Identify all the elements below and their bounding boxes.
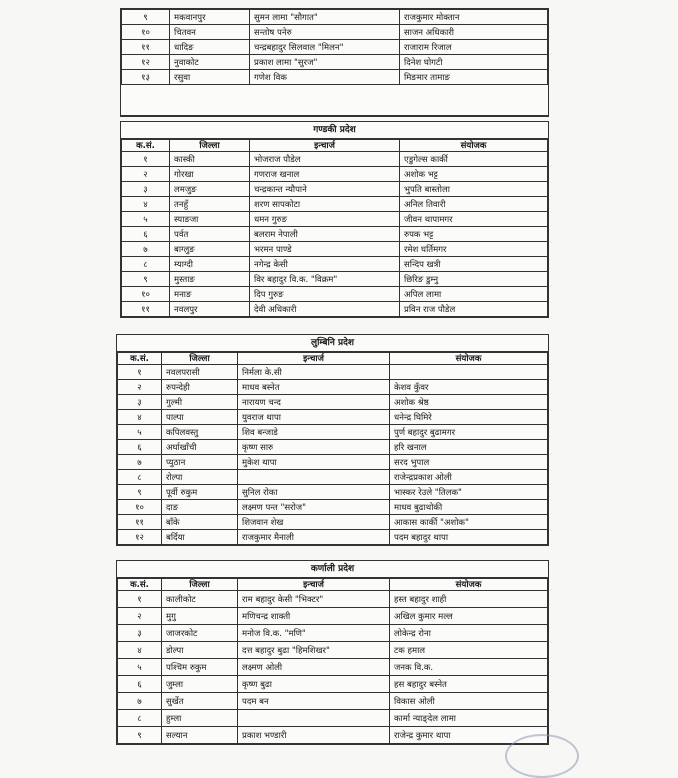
cell-incharge: चन्द्रबहादुर सिलवाल "मिलन": [250, 40, 400, 55]
cell-incharge: युवराज थापा: [238, 410, 390, 425]
gandaki-table: [121, 139, 548, 317]
cell-district: स्याङजा: [170, 212, 250, 227]
cell-district: जाजरकोट: [162, 625, 238, 642]
header-district: जिल्ला: [162, 579, 238, 591]
cell-incharge: कृष्ण बुढा: [238, 676, 390, 693]
section-bagmati-tail: [120, 8, 549, 117]
cell-coordinator: राजाराम रिजाल: [400, 40, 548, 55]
cell-sn: ३: [118, 625, 162, 642]
cell-sn: ५: [122, 212, 170, 227]
cell-district: कपिलवस्तु: [162, 425, 238, 440]
cell-incharge: शरण सापकोटा: [250, 197, 400, 212]
cell-coordinator: सरद भुपाल: [390, 455, 548, 470]
cell-coordinator: दिनेश घोगटी: [400, 55, 548, 70]
header-sn: क.सं.: [118, 579, 162, 591]
cell-coordinator: रुपक भट्ट: [400, 227, 548, 242]
cell-sn: ४: [118, 642, 162, 659]
table-row: [118, 591, 548, 608]
cell-district: म्याग्दी: [170, 257, 250, 272]
cell-incharge: लक्ष्मण ओली: [238, 659, 390, 676]
cell-coordinator: हरि खनाल: [390, 440, 548, 455]
header-sn: क.सं.: [122, 140, 170, 152]
cell-incharge: सन्तोष पनेरु: [250, 25, 400, 40]
section-title: गण्डकी प्रदेश: [121, 122, 548, 139]
section-gap: [121, 85, 548, 116]
cell-district: अर्घाखाँची: [162, 440, 238, 455]
cell-district: हुम्ला: [162, 710, 238, 727]
table-row: [118, 659, 548, 676]
cell-incharge: दत्त बहादुर बुढा "हिमशिखर": [238, 642, 390, 659]
cell-coordinator: पुर्ण बहादुर बुढामगर: [390, 425, 548, 440]
cell-district: नुवाकोट: [170, 55, 250, 70]
table-row: [122, 40, 548, 55]
cell-coordinator: एडुगेल्स कार्की: [400, 152, 548, 167]
table-row: [118, 727, 548, 744]
cell-district: बाँके: [162, 515, 238, 530]
cell-sn: ९: [122, 272, 170, 287]
cell-sn: ९: [118, 727, 162, 744]
table-row: [118, 530, 548, 545]
table-row: [118, 500, 548, 515]
table-row: [118, 642, 548, 659]
cell-coordinator: पदम बहादुर थापा: [390, 530, 548, 545]
cell-incharge: नगेन्द्र केसी: [250, 257, 400, 272]
table-row: [118, 380, 548, 395]
cell-incharge: भोजराज पौडेल: [250, 152, 400, 167]
cell-coordinator: मिङमार तामाङ: [400, 70, 548, 85]
header-incharge: इन्चार्ज: [238, 353, 390, 365]
cell-sn: ६: [122, 227, 170, 242]
cell-sn: ५: [118, 659, 162, 676]
cell-district: नवलपरासी: [162, 365, 238, 380]
cell-incharge: मुकेश थापा: [238, 455, 390, 470]
cell-coordinator: राजेन्द्र कुमार थापा: [390, 727, 548, 744]
cell-coordinator: आकास कार्की "अशोक": [390, 515, 548, 530]
cell-district: पश्चिम रुकुम: [162, 659, 238, 676]
cell-district: लमजुङ: [170, 182, 250, 197]
cell-coordinator: माधव बुढाथोकी: [390, 500, 548, 515]
section-title: कर्णाली प्रदेश: [117, 561, 548, 578]
cell-coordinator: केशव कुँवर: [390, 380, 548, 395]
cell-sn: ८: [122, 257, 170, 272]
cell-sn: ९: [118, 485, 162, 500]
cell-incharge: मनोज वि.क. "मणि": [238, 625, 390, 642]
cell-sn: ७: [118, 693, 162, 710]
cell-district: मकवानपुर: [170, 10, 250, 25]
cell-district: डोल्पा: [162, 642, 238, 659]
cell-district: रुपन्देही: [162, 380, 238, 395]
table-row: [118, 625, 548, 642]
table-row: [118, 710, 548, 727]
cell-sn: ८: [118, 470, 162, 485]
cell-coordinator: जनक वि.क.: [390, 659, 548, 676]
cell-incharge: लक्ष्मण पन्त "सरोज": [238, 500, 390, 515]
cell-incharge: [238, 470, 390, 485]
cell-coordinator: [390, 365, 548, 380]
cell-incharge: निर्मला के.सी: [238, 365, 390, 380]
cell-coordinator: सन्दिप खत्री: [400, 257, 548, 272]
table-row: [122, 70, 548, 85]
header-district: जिल्ला: [162, 353, 238, 365]
table-row: [122, 55, 548, 70]
cell-district: नवलपुर: [170, 302, 250, 317]
cell-incharge: पदम बन: [238, 693, 390, 710]
cell-sn: ७: [122, 242, 170, 257]
table-row: [118, 395, 548, 410]
table-row: [118, 365, 548, 380]
table-row: [122, 287, 548, 302]
cell-coordinator: लोकेन्द्र रोना: [390, 625, 548, 642]
cell-coordinator: रमेश घर्तिमगर: [400, 242, 548, 257]
cell-district: चितवन: [170, 25, 250, 40]
cell-sn: ४: [118, 410, 162, 425]
cell-district: कास्की: [170, 152, 250, 167]
cell-incharge: गणेश विक: [250, 70, 400, 85]
cell-district: रोल्पा: [162, 470, 238, 485]
section-gandaki: [120, 121, 549, 318]
cell-coordinator: हस बहादुर बस्नेत: [390, 676, 548, 693]
cell-sn: ७: [118, 455, 162, 470]
header-district: जिल्ला: [170, 140, 250, 152]
table-row: [122, 257, 548, 272]
table-row: [122, 182, 548, 197]
cell-coordinator: भास्कर रेउले "तिलक": [390, 485, 548, 500]
cell-coordinator: अशोक भट्ट: [400, 167, 548, 182]
table-row: [122, 227, 548, 242]
cell-district: रसुवा: [170, 70, 250, 85]
cell-incharge: माधव बस्नेत: [238, 380, 390, 395]
cell-sn: ११: [118, 515, 162, 530]
cell-incharge: धमन गुरुङ: [250, 212, 400, 227]
cell-incharge: कृष्ण सारु: [238, 440, 390, 455]
cell-district: गोरखा: [170, 167, 250, 182]
table-row: [118, 676, 548, 693]
cell-sn: ८: [118, 710, 162, 727]
cell-sn: १: [118, 591, 162, 608]
cell-incharge: नारायण चन्द: [238, 395, 390, 410]
cell-incharge: देवी अधिकारी: [250, 302, 400, 317]
cell-coordinator: प्रविन राज पौडेल: [400, 302, 548, 317]
cell-incharge: मणिचन्द्र शाक्ती: [238, 608, 390, 625]
cell-sn: ३: [118, 395, 162, 410]
cell-incharge: चन्द्रकान्त न्यौपाने: [250, 182, 400, 197]
table-header-row: [118, 353, 548, 365]
table-row: [118, 470, 548, 485]
table-row: [118, 425, 548, 440]
lumbini-table: [117, 352, 548, 545]
cell-coordinator: अखिल कुमार मल्ल: [390, 608, 548, 625]
header-incharge: इन्चार्ज: [250, 140, 400, 152]
cell-coordinator: अशोक श्रेष्ठ: [390, 395, 548, 410]
cell-incharge: प्रकाश लामा "सुरज": [250, 55, 400, 70]
table-row: [118, 485, 548, 500]
cell-incharge: शिजवान शेख: [238, 515, 390, 530]
cell-district: मुगु: [162, 608, 238, 625]
cell-sn: १: [118, 365, 162, 380]
cell-sn: १३: [122, 70, 170, 85]
cell-coordinator: टक हमाल: [390, 642, 548, 659]
cell-incharge: [238, 710, 390, 727]
cell-incharge: सुमन लामा "सौगात": [250, 10, 400, 25]
section-title: लुम्बिनि प्रदेश: [117, 335, 548, 352]
cell-district: तनहुँ: [170, 197, 250, 212]
section-karnali: [116, 560, 549, 745]
cell-district: गुल्मी: [162, 395, 238, 410]
table-row: [122, 10, 548, 25]
table-row: [118, 455, 548, 470]
cell-sn: ९: [122, 10, 170, 25]
cell-sn: १: [122, 152, 170, 167]
table-row: [122, 302, 548, 317]
cell-district: दाङ: [162, 500, 238, 515]
cell-coordinator: राजकुमार मोक्तान: [400, 10, 548, 25]
table-row: [118, 440, 548, 455]
cell-sn: ५: [118, 425, 162, 440]
bagmati-tail-table: [121, 9, 548, 85]
header-coordinator: संयोजक: [400, 140, 548, 152]
cell-sn: १०: [118, 500, 162, 515]
cell-coordinator: छिरिङ डुम्नु: [400, 272, 548, 287]
table-row: [122, 167, 548, 182]
section-lumbini: [116, 334, 549, 546]
cell-incharge: राम बहादुर केसी "भिक्टर": [238, 591, 390, 608]
cell-sn: १२: [118, 530, 162, 545]
cell-coordinator: भुपति बास्तोला: [400, 182, 548, 197]
cell-incharge: भरमन पाण्डे: [250, 242, 400, 257]
cell-coordinator: विकास ओली: [390, 693, 548, 710]
table-row: [118, 693, 548, 710]
table-row: [118, 410, 548, 425]
table-row: [122, 25, 548, 40]
cell-district: पूर्वी रुकुम: [162, 485, 238, 500]
table-row: [122, 242, 548, 257]
header-coordinator: संयोजक: [390, 353, 548, 365]
cell-district: कालीकोट: [162, 591, 238, 608]
cell-coordinator: साजन अधिकारी: [400, 25, 548, 40]
cell-sn: २: [118, 380, 162, 395]
cell-district: धादिङ: [170, 40, 250, 55]
cell-incharge: विर बहादुर वि.क. "विक्रम": [250, 272, 400, 287]
office-stamp: [505, 734, 579, 778]
cell-district: जुम्ला: [162, 676, 238, 693]
cell-sn: ६: [118, 676, 162, 693]
table-header-row: [122, 140, 548, 152]
cell-district: सुर्खेत: [162, 693, 238, 710]
cell-sn: १०: [122, 287, 170, 302]
cell-district: पर्वत: [170, 227, 250, 242]
cell-incharge: गणराज खनाल: [250, 167, 400, 182]
table-row: [122, 272, 548, 287]
table-row: [118, 608, 548, 625]
cell-coordinator: अपिल लामा: [400, 287, 548, 302]
cell-coordinator: कार्मा न्याङ्देल लामा: [390, 710, 548, 727]
table-row: [122, 152, 548, 167]
table-row: [118, 515, 548, 530]
cell-district: मनाङ: [170, 287, 250, 302]
cell-incharge: शिव बन्जाडे: [238, 425, 390, 440]
cell-incharge: राजकुमार मैनाली: [238, 530, 390, 545]
header-sn: क.सं.: [118, 353, 162, 365]
karnali-table: [117, 578, 548, 744]
cell-incharge: बलराम नेपाली: [250, 227, 400, 242]
cell-district: सल्यान: [162, 727, 238, 744]
cell-district: बाग्लुङ: [170, 242, 250, 257]
table-row: [122, 212, 548, 227]
cell-coordinator: राजेन्द्रप्रकाश ओली: [390, 470, 548, 485]
cell-district: प्युठान: [162, 455, 238, 470]
cell-sn: १२: [122, 55, 170, 70]
table-row: [122, 197, 548, 212]
cell-district: पाल्पा: [162, 410, 238, 425]
cell-coordinator: हस्त बहादुर शाही: [390, 591, 548, 608]
cell-sn: ६: [118, 440, 162, 455]
table-header-row: [118, 579, 548, 591]
header-coordinator: संयोजक: [390, 579, 548, 591]
cell-coordinator: धनेन्द्र घिमिरे: [390, 410, 548, 425]
cell-incharge: सुनिल रोका: [238, 485, 390, 500]
cell-district: मुस्ताङ: [170, 272, 250, 287]
cell-sn: ३: [122, 182, 170, 197]
cell-district: बर्दिया: [162, 530, 238, 545]
cell-sn: ११: [122, 302, 170, 317]
cell-sn: ११: [122, 40, 170, 55]
cell-coordinator: अनिल तिवारी: [400, 197, 548, 212]
cell-sn: २: [118, 608, 162, 625]
cell-coordinator: जीवन थापामगर: [400, 212, 548, 227]
cell-sn: १०: [122, 25, 170, 40]
cell-incharge: प्रकाश भण्डारी: [238, 727, 390, 744]
cell-incharge: दिप गुरुङ: [250, 287, 400, 302]
header-incharge: इन्चार्ज: [238, 579, 390, 591]
cell-sn: ४: [122, 197, 170, 212]
cell-sn: २: [122, 167, 170, 182]
